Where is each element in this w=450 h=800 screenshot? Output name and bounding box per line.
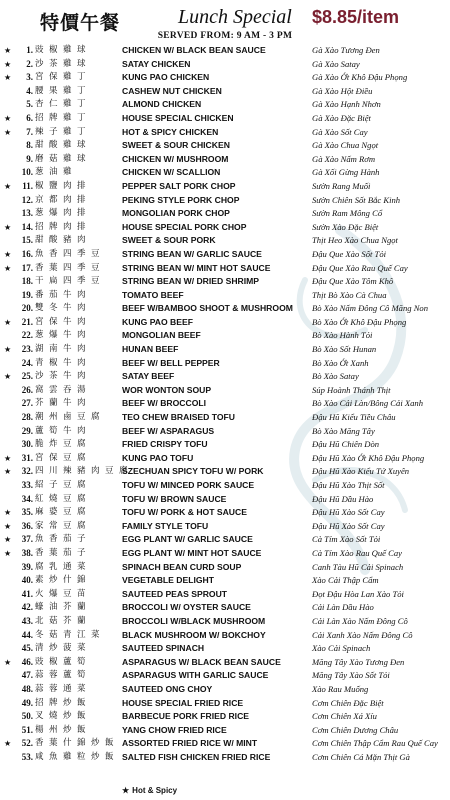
item-number: 6. [26,112,33,123]
item-number: 37. [21,534,33,545]
menu-item [0,411,450,425]
item-vietnamese-name: Bò Xào Nấm Đông Cô Măng Non [312,303,429,314]
item-number: 42. [21,602,33,613]
item-number: 47. [21,670,33,681]
item-chinese-name: 招牌炒飯 [35,697,92,708]
item-chinese-name: 咸魚雞粒炒飯 [35,751,120,762]
menu-item [0,180,450,194]
item-number: 14. [21,221,33,232]
item-english-name: YANG CHOW FRIED RICE [122,724,227,735]
hot-spicy-star-icon: ★ [4,453,12,463]
item-english-name: BEEF W/ ASPARAGUS [122,425,215,436]
hot-spicy-star-icon: ★ [4,317,12,327]
item-number: 53. [21,751,33,762]
item-vietnamese-name: Gà Xào Đặc Biệt [312,112,371,123]
item-english-name: TOMATO BEEF [122,289,184,300]
hot-spicy-star-icon: ★ [4,548,12,558]
menu-item [0,683,450,697]
hot-spicy-star-icon: ★ [4,222,12,232]
item-chinese-name: 豉椒蘆筍 [35,656,92,667]
item-english-name: MONGOLIAN PORK CHOP [122,208,230,219]
item-english-name: SATAY BEEF [122,371,175,382]
item-english-name: CHICKEN W/ SCALLION [122,167,221,178]
menu-item [0,520,450,534]
item-number: 36. [21,520,33,531]
menu-item [0,547,450,561]
item-vietnamese-name: Canh Tàu Hũ Cải Spinach [312,561,404,572]
item-vietnamese-name: Cà Tím Xào Sốt Tỏi [312,534,381,545]
item-chinese-name: 麻婆豆腐 [35,507,92,518]
item-number: 33. [21,480,33,490]
item-number: 9. [26,153,33,164]
item-number: 11. [22,180,33,191]
item-english-name: TEO CHEW BRAISED TOFU [122,412,235,423]
item-english-name: BLACK MUSHROOM W/ BOKCHOY [122,629,266,640]
legend [122,786,177,795]
item-chinese-name: 甜酸雞球 [35,140,92,151]
item-chinese-name: 宮保牛肉 [35,316,92,327]
item-vietnamese-name: Đậu Hũ Kiểu Tiều Châu [312,412,396,423]
menu-item [0,533,450,547]
menu-header [0,0,450,44]
item-english-name: STRING BEAN W/ DRIED SHRIMP [122,276,260,287]
item-english-name: BEEF W/BAMBOO SHOOT & MUSHROOM [122,303,293,314]
hot-spicy-star-icon: ★ [4,372,12,382]
menu-item [0,397,450,411]
item-english-name: SWEET & SOUR PORK [122,235,216,246]
item-english-name: SAUTEED ONG CHOY [122,683,213,694]
menu-item [0,642,450,656]
item-chinese-name: 素炒什錦 [35,575,92,586]
item-number: 28. [21,412,33,423]
menu-item [0,234,450,248]
item-vietnamese-name: Đậu Hũ Xào Ớt Khô Đậu Phọng [312,452,425,463]
item-chinese-name: 脆炸豆腐 [35,439,92,450]
item-number: 52. [21,738,33,749]
item-number: 32. [21,466,33,477]
item-number: 10. [21,167,33,178]
item-chinese-name: 葱爆肉排 [35,208,92,219]
item-number: 23. [21,344,33,355]
item-vietnamese-name: Gà Xào Sốt Cay [312,126,368,137]
item-chinese-name: 芥蘭牛肉 [35,398,92,409]
item-chinese-name: 雙冬牛肉 [35,303,92,314]
item-vietnamese-name: Cơm Chiên Xá Xíu [312,711,377,722]
item-number: 17. [21,262,33,273]
item-number: 4. [26,85,33,96]
item-vietnamese-name: Bò Xào Măng Tây [312,425,375,436]
menu-item [0,438,450,452]
item-vietnamese-name: Sườn Chiên Sốt Bắc Kinh [312,194,401,205]
item-number: 51. [21,724,33,735]
menu-item [0,275,450,289]
item-number: 45. [21,643,33,654]
hot-spicy-star-icon: ★ [4,249,12,259]
menu-item [0,194,450,208]
menu-item [0,710,450,724]
item-english-name: KUNG PAO TOFU [122,452,194,463]
menu-item [0,425,450,439]
item-english-name: KUNG PAO BEEF [122,316,193,327]
hot-spicy-star-icon: ★ [4,181,12,191]
menu-item [0,262,450,276]
item-english-name: ASPARAGUS W/ BLACK BEAN SAUCE [122,656,281,667]
item-vietnamese-name: Cải Xanh Xào Nấm Đông Cô [312,629,413,640]
menu-item [0,316,450,330]
item-chinese-name: 招牌肉排 [35,221,92,232]
item-english-name: BEEF W/ BROCCOLI [122,398,207,409]
item-chinese-name: 潮州鹵豆腐 [35,412,106,423]
item-number: 13. [21,208,33,219]
item-number: 46. [21,656,33,667]
item-number: 22. [21,330,33,341]
item-number: 38. [21,547,33,558]
item-vietnamese-name: Bò Xào Ớt Xanh [312,357,369,368]
item-chinese-name: 青椒牛肉 [35,357,92,368]
item-vietnamese-name: Sườn Xào Đặc Biệt [312,221,379,232]
item-chinese-name: 蒜蓉通菜 [35,683,92,694]
menu-item [0,724,450,738]
item-number: 48. [21,683,33,694]
item-number: 49. [21,697,33,708]
item-english-name: SALTED FISH CHICKEN FRIED RICE [122,751,271,762]
item-english-name: SWEET & SOUR CHICKEN [122,140,230,151]
hot-spicy-star-icon: ★ [4,46,12,55]
hot-spicy-star-icon: ★ [4,467,12,477]
item-english-name: SPINACH BEAN CURD SOUP [122,561,242,572]
item-chinese-name: 腐乳通菜 [35,561,92,572]
item-vietnamese-name: Đọt Đậu Hòa Lan Xào Tỏi [312,588,404,599]
item-vietnamese-name: Bò Xào Satay [312,371,359,382]
item-vietnamese-name: Đậu Hũ Xào Kiểu Tứ Xuyên [312,466,410,477]
item-english-name: STRING BEAN W/ MINT HOT SAUCE [122,262,271,273]
item-vietnamese-name: Gà Xào Chua Ngọt [312,140,379,151]
item-chinese-name: 沙茶牛肉 [35,371,92,382]
item-vietnamese-name: Măng Tây Xào Sốt Tỏi [312,670,390,681]
item-number: 12. [21,194,33,205]
item-chinese-name: 葱油雞 [35,167,78,178]
item-english-name: HOUSE SPECIAL PORK CHOP [122,221,247,232]
menu-item [0,357,450,371]
menu-item [0,153,450,167]
item-english-name: KUNG PAO CHICKEN [122,72,210,83]
item-english-name: BARBECUE PORK FRIED RICE [122,711,250,722]
item-vietnamese-name: Măng Tây Xào Tương Đen [312,656,405,667]
menu-item [0,207,450,221]
menu-item [0,656,450,670]
item-vietnamese-name: Gà Xào Hạnh Nhơn [312,99,381,110]
item-number: 19. [21,289,33,300]
item-chinese-name: 宮保豆腐 [35,452,92,463]
menu-list [0,44,450,764]
item-english-name: EGG PLANT W/ MINT HOT SAUCE [122,547,262,558]
item-chinese-name: 叉燒炒飯 [35,711,92,722]
item-chinese-name: 香葉什錦炒飯 [35,738,120,749]
hot-spicy-star-icon: ★ [4,127,12,137]
item-vietnamese-name: Đậu Hũ Xào Sốt Cay [312,507,385,518]
item-vietnamese-name: Xào Rau Muống [312,683,369,694]
menu-item [0,166,450,180]
hot-spicy-star-icon: ★ [4,73,12,83]
item-number: 26. [21,384,33,395]
item-english-name: TOFU W/ MINCED PORK SAUCE [122,480,255,490]
item-number: 43. [21,615,33,626]
menu-item [0,615,450,629]
item-chinese-name: 魚香四季豆 [35,248,106,259]
menu-item [0,370,450,384]
menu-item [0,58,450,72]
item-vietnamese-name: Cơm Chiên Dương Châu [312,724,399,735]
item-vietnamese-name: Cơm Chiên Đặc Biệt [312,697,384,708]
item-number: 40. [21,575,33,586]
menu-item [0,289,450,303]
served-hours: SERVED FROM: 9 AM - 3 PM [157,31,293,41]
item-english-name: FAMILY STYLE TOFU [122,520,209,531]
hot-spicy-star-icon: ★ [4,657,12,667]
item-vietnamese-name: Thịt Heo Xào Chua Ngọt [312,235,398,246]
item-number: 35. [21,507,33,518]
menu-item [0,751,450,765]
item-chinese-name: 香葉茄子 [35,547,92,558]
item-vietnamese-name: Gà Xào Tương Đen [312,45,380,55]
hot-spicy-star-icon: ★ [4,508,12,518]
item-chinese-name: 京都肉排 [35,194,92,205]
item-number: 1. [26,45,33,55]
item-chinese-name: 魚香茄子 [35,534,92,545]
item-vietnamese-name: Cải Làn Xào Nấm Đông Cô [312,615,408,626]
menu-item [0,737,450,751]
item-vietnamese-name: Đậu Hũ Xào Thịt Sốt [312,480,385,490]
item-english-name: HOT & SPICY CHICKEN [122,126,219,137]
item-number: 21. [21,316,33,327]
item-english-name: SATAY CHICKEN [122,58,191,69]
item-chinese-name: 火爆豆苗 [35,588,92,599]
item-chinese-name: 紹子豆腐 [35,480,92,490]
hot-spicy-star-icon: ★ [4,263,12,273]
item-chinese-name: 招牌雞丁 [35,112,92,123]
item-english-name: VEGETABLE DELIGHT [122,575,214,586]
item-chinese-name: 清炒菠菜 [35,643,92,654]
item-chinese-name: 冬菇青江菜 [35,629,106,640]
item-english-name: TOFU W/ PORK & HOT SAUCE [122,507,247,518]
item-vietnamese-name: Cải Làn Dầu Hào [312,602,374,613]
item-english-name: HUNAN BEEF [122,344,179,355]
hot-spicy-star-icon: ★ [4,535,12,545]
item-chinese-name: 腰果雞丁 [35,85,92,96]
item-english-name: WOR WONTON SOUP [122,384,212,395]
legend-label: Hot & Spicy [132,786,178,795]
menu-item [0,574,450,588]
item-english-name: HOUSE SPECIAL FRIED RICE [122,697,244,708]
menu-item [0,221,450,235]
item-english-name: ASPARAGUS WITH GARLIC SAUCE [122,670,269,681]
item-english-name: CHICKEN W/ MUSHROOM [122,153,229,164]
item-number: 25. [21,371,33,382]
item-vietnamese-name: Đậu Hũ Xào Sốt Cay [312,520,385,531]
chinese-title: 特價午餐 [40,12,121,34]
menu-item [0,479,450,493]
item-chinese-name: 楊州炒飯 [35,724,92,735]
item-number: 50. [21,711,33,722]
item-number: 27. [21,398,33,409]
item-english-name: CASHEW NUT CHICKEN [122,85,222,96]
item-number: 24. [21,357,33,368]
item-chinese-name: 甜酸豬肉 [35,235,92,246]
menu-item [0,98,450,112]
menu-item [0,697,450,711]
item-number: 5. [26,99,33,110]
item-english-name: PEKING STYLE PORK CHOP [122,194,240,205]
item-number: 34. [21,493,33,504]
item-english-name: CHICKEN W/ BLACK BEAN SAUCE [122,45,266,55]
hot-spicy-star-icon: ★ [122,786,130,795]
item-vietnamese-name: Gà Xào Satay [312,58,360,69]
item-number: 16. [21,248,33,259]
item-chinese-name: 宮保雞丁 [35,72,92,83]
menu-item [0,601,450,615]
item-english-name: HOUSE SPECIAL CHICKEN [122,112,234,123]
item-chinese-name: 北菇芥蘭 [35,615,92,626]
item-vietnamese-name: Gà Xào Ớt Khô Đậu Phọng [312,72,408,83]
item-vietnamese-name: Bò Xào Ớt Khô Đậu Phọng [312,316,407,327]
hot-spicy-star-icon: ★ [4,59,12,69]
item-chinese-name: 紅燒豆腐 [35,493,92,504]
menu-item [0,588,450,602]
item-number: 20. [21,303,33,314]
item-number: 44. [21,629,33,640]
item-english-name: TOFU W/ BROWN SAUCE [122,493,227,504]
item-vietnamese-name: Đậu Hũ Dầu Hào [312,493,374,504]
item-chinese-name: 香葉四季豆 [35,262,106,273]
item-number: 39. [21,561,33,572]
item-chinese-name: 四川辣豬肉豆腐 [35,466,134,477]
menu-item [0,384,450,398]
item-number: 15. [21,235,33,246]
item-english-name: ASSORTED FRIED RICE W/ MINT [122,738,258,749]
item-chinese-name: 湖南牛肉 [35,344,92,355]
item-vietnamese-name: Đậu Que Xào Sốt Tỏi [312,248,386,259]
item-vietnamese-name: Thịt Bò Xào Cà Chua [312,289,387,300]
item-chinese-name: 沙茶雞球 [35,58,92,69]
item-chinese-name: 豉椒雞球 [35,45,92,55]
item-english-name: STRING BEAN W/ GARLIC SAUCE [122,248,262,259]
item-vietnamese-name: Xào Cải Spinach [312,643,371,654]
item-number: 41. [21,588,33,599]
menu-item [0,71,450,85]
menu-item [0,329,450,343]
item-chinese-name: 葱爆牛肉 [35,330,92,341]
item-vietnamese-name: Bò Xào Sốt Hunan [312,344,377,355]
item-chinese-name: 杏仁雞丁 [35,99,92,110]
item-chinese-name: 磨菇雞球 [35,153,92,164]
menu-item [0,452,450,466]
item-number: 18. [21,276,33,287]
item-english-name: BROCCOLI W/ OYSTER SAUCE [122,602,251,613]
item-vietnamese-name: Sườn Rang Muối [312,180,371,191]
item-english-name: SAUTEED PEAS SPROUT [122,588,228,599]
item-chinese-name: 椒鹽肉排 [35,180,92,191]
menu-item [0,629,450,643]
menu-item [0,112,450,126]
hot-spicy-star-icon: ★ [4,739,12,749]
menu-item [0,126,450,140]
item-number: 29. [21,425,33,436]
menu-item [0,248,450,262]
item-number: 2. [26,58,33,69]
item-number: 30. [21,439,33,450]
hot-spicy-star-icon: ★ [4,521,12,531]
item-number: 7. [26,126,33,137]
item-vietnamese-name: Gà Xối Gừng Hành [312,167,380,178]
item-vietnamese-name: Gà Xào Hột Điều [312,85,373,96]
item-chinese-name: 干扁四季豆 [35,276,106,287]
menu-title: Lunch Special [178,6,292,28]
hot-spicy-star-icon: ★ [4,113,12,123]
item-chinese-name: 蘆筍牛肉 [35,425,92,436]
menu-item [0,506,450,520]
item-vietnamese-name: Bò Xào Cải Làn/Bông Cải Xanh [312,398,424,409]
item-english-name: BROCCOLI W/BLACK MUSHROOM [122,615,266,626]
menu-item [0,85,450,99]
item-english-name: FRIED CRISPY TOFU [122,439,208,450]
item-chinese-name: 辣子雞丁 [35,126,92,137]
item-chinese-name: 番茄牛肉 [35,289,92,300]
price-tag: $8.85/item [312,7,400,27]
item-vietnamese-name: Bò Xào Hành Tỏi [312,330,373,341]
item-vietnamese-name: Súp Hoành Thánh Thịt [312,384,391,395]
item-vietnamese-name: Gà Xào Nấm Rơm [312,153,376,164]
menu-item [0,669,450,683]
item-number: 3. [26,72,33,83]
hot-spicy-star-icon: ★ [4,345,12,355]
item-chinese-name: 家常豆腐 [35,520,92,531]
item-vietnamese-name: Đậu Que Xào Rau Quế Cay [312,262,408,273]
menu-item [0,343,450,357]
item-vietnamese-name: Cà Tím Xào Rau Quế Cay [312,547,402,558]
item-english-name: EGG PLANT W/ GARLIC SAUCE [122,534,253,545]
menu-item [0,44,450,58]
item-english-name: ALMOND CHICKEN [122,99,202,110]
item-chinese-name: 蠔油芥蘭 [35,602,92,613]
item-number: 8. [26,140,33,151]
item-chinese-name: 窩雲吞湯 [35,384,92,395]
item-vietnamese-name: Sườn Ram Mông Cổ [312,208,383,219]
item-english-name: MONGOLIAN BEEF [122,330,201,341]
item-vietnamese-name: Đậu Que Xào Tôm Khô [312,276,394,287]
item-chinese-name: 蒜蓉蘆筍 [35,670,92,681]
item-number: 31. [21,452,33,463]
item-english-name: BEEF W/ BELL PEPPER [122,357,220,368]
item-vietnamese-name: Cơm Chiên Cá Mặn Thịt Gà [312,751,410,762]
menu-item [0,561,450,575]
item-english-name: SZECHUAN SPICY TOFU W/ PORK [122,466,264,477]
item-vietnamese-name: Cơm Chiên Thập Cẩm Rau Quế Cay [312,738,438,749]
menu-item [0,465,450,479]
menu-item [0,493,450,507]
item-vietnamese-name: Đậu Hũ Chiên Dòn [312,439,380,450]
item-english-name: PEPPER SALT PORK CHOP [122,180,236,191]
item-vietnamese-name: Xào Cải Thập Cẩm [312,575,379,586]
item-english-name: SAUTEED SPINACH [122,643,205,654]
menu-item [0,139,450,153]
menu-item [0,302,450,316]
